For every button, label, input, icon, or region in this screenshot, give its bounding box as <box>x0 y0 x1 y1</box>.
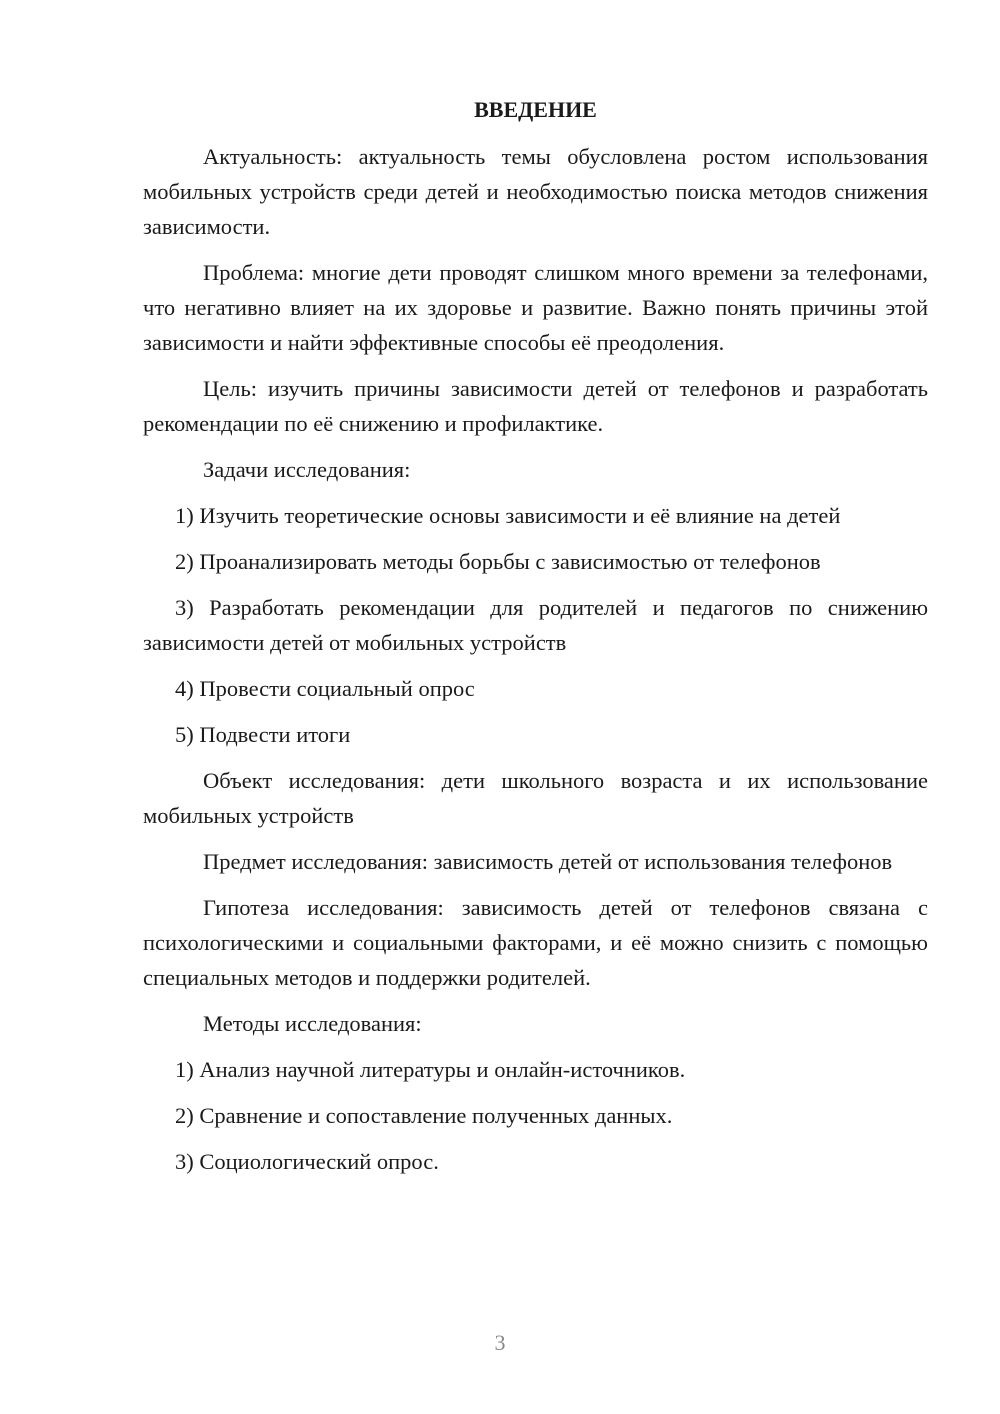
method-item-3: 3) Социологический опрос. <box>175 1149 439 1174</box>
task-item-4: 4) Провести социальный опрос <box>175 676 475 701</box>
object-paragraph: Объект исследования: дети школьного возраста и их использование мобильных устройств <box>143 768 928 828</box>
methods-heading: Методы исследования: <box>203 1011 422 1036</box>
relevance-paragraph: Актуальность: актуальность темы обусловлена ростом использования мобильных устройств среди детей и необходимостью поиска методов снижения зависимости. <box>143 144 928 239</box>
tasks-heading: Задачи исследования: <box>203 457 411 482</box>
page-content <box>143 92 928 1190</box>
page-number: 3 <box>494 1330 506 1355</box>
task-item-5: 5) Подвести итоги <box>175 722 351 747</box>
task-item-3: 3) Разработать рекомендации для родителей и педагогов по снижению зависимости детей от мобильных устройств <box>143 595 928 655</box>
subject-paragraph: Предмет исследования: зависимость детей от использования телефонов <box>203 849 893 874</box>
task-item-2: 2) Проанализировать методы борьбы с зависимостью от телефонов <box>175 549 821 574</box>
hypothesis-paragraph: Гипотеза исследования: зависимость детей от телефонов связана с психологическими и социальными факторами, и её можно снизить с помощью специальных методов и поддержки родителей. <box>143 895 928 990</box>
problem-paragraph: Проблема: многие дети проводят слишком много времени за телефонами, что негативно влияет на их здоровье и развитие. Важно понять причины этой зависимости и найти эффективные способы её преодоления. <box>143 260 928 355</box>
method-item-2: 2) Сравнение и сопоставление полученных данных. <box>175 1103 673 1128</box>
section-title: ВВЕДЕНИЕ <box>474 97 597 122</box>
goal-paragraph: Цель: изучить причины зависимости детей от телефонов и разработать рекомендации по её снижению и профилактике. <box>143 376 928 436</box>
method-item-1: 1) Анализ научной литературы и онлайн-источников. <box>175 1057 686 1082</box>
task-item-1: 1) Изучить теоретические основы зависимости и её влияние на детей <box>175 503 841 528</box>
